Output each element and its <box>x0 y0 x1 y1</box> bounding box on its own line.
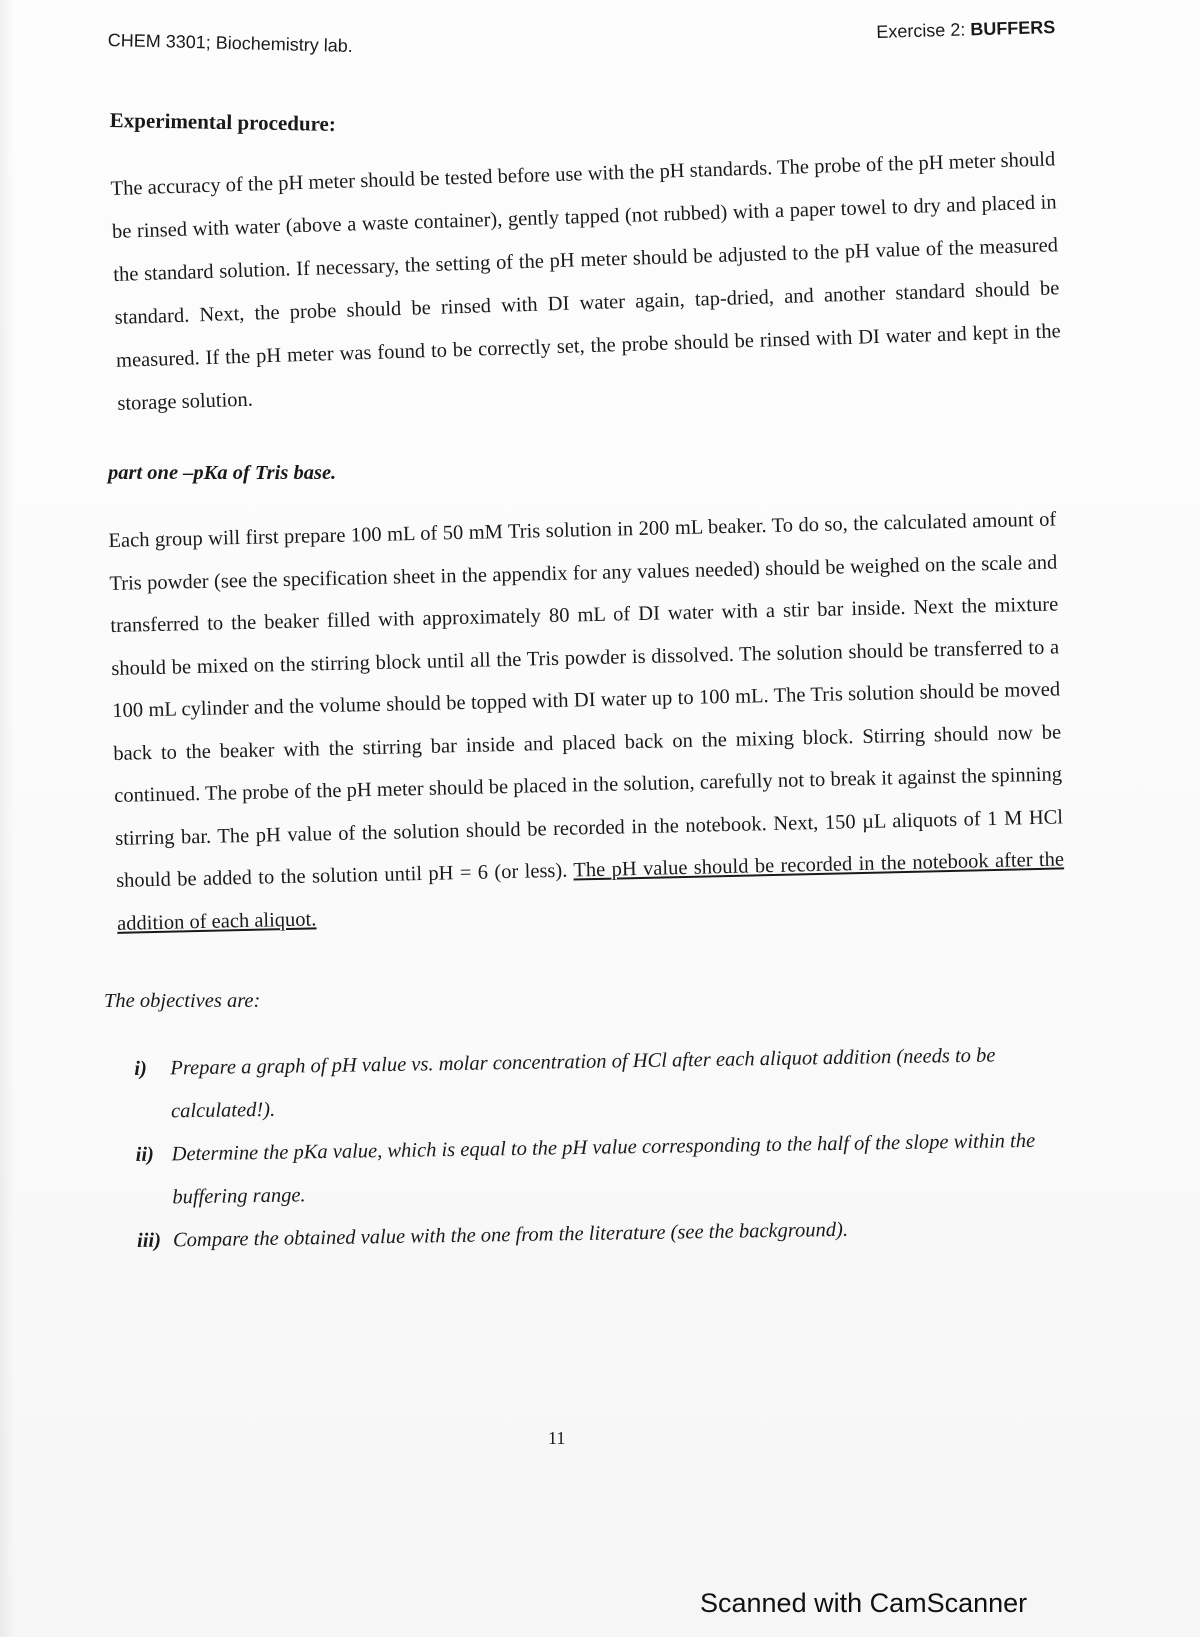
objective-item <box>134 1034 1055 1134</box>
objective-item <box>135 1120 1056 1220</box>
objective-text: Determine the pKa value, which is equal to the pH value corresponding to the half of the slope within the buffering range. <box>171 1129 1036 1209</box>
part-one-underlined-instruction: The pH value should be recorded in the notebook after the addition of each aliquot. <box>116 848 1065 935</box>
part-one-paragraph <box>108 498 1065 944</box>
objective-number: iii) <box>136 1229 162 1252</box>
objective-text: Compare the obtained value with the one from the literature (see the background). <box>172 1218 849 1252</box>
objectives-title: The objectives are: <box>104 990 261 1012</box>
objectives-list <box>134 1034 1057 1263</box>
part-one-body: Each group will first prepare 100 mL of 50 mM Tris solution in 200 mL beaker. To do so, the calculated amount of Tris powder (see the specification sheet in the appendix for any values needed) should be weighed on the scale and transferred to the beaker filled with approximately 80 mL of DI water with a stir bar inside. Next the mixture should be mixed on the stirring block until all the Tris powder is dissolved. The solution should be transferred to a 100 mL cylinder and the volume should be topped with DI water up to 100 mL. The Tris solution should be moved back to the beaker with the stirring bar inside and placed back on the mixing block. Stirring should now be continued. The probe of the pH meter should be placed in the solution, carefully not to break it against the spinning stirring bar. The pH value of the solution should be recorded in the notebook. Next, 150 µL aliquots of 1 M HCl should be added to the solution until pH = 6 (or less). <box>108 508 1064 892</box>
scanner-watermark: Scanned with CamScanner <box>700 1588 1028 1618</box>
part-one-heading: part one –pKa of Tris base. <box>108 462 337 484</box>
course-header: CHEM 3301; Biochemistry lab. <box>107 30 354 56</box>
exercise-header <box>876 17 1056 43</box>
exercise-label: Exercise 2: <box>876 19 971 42</box>
page-number: 11 <box>548 1428 566 1448</box>
exercise-title: BUFFERS <box>970 17 1056 40</box>
page-edge-shadow <box>0 0 14 1637</box>
objective-text: Prepare a graph of pH value vs. molar concentration of HCl after each aliquot addition (needs to be calculated!). <box>170 1044 996 1123</box>
section-heading-procedure: Experimental procedure: <box>109 108 337 136</box>
objective-number: i) <box>134 1057 148 1080</box>
objective-number: ii) <box>135 1143 155 1166</box>
procedure-intro-paragraph: The accuracy of the pH meter should be tested before use with the pH standards. The probe of the pH meter should be rinsed with water (above a waste container), gently tapped (not rubbed) with a paper towel to dry and placed in the standard solution. If necessary, the setting of the pH meter should be adjusted to the pH value of the measured standard. Next, the probe should be rinsed with DI water again, tap-dried, and another standard should be measured. If the pH meter was found to be correctly set, the probe should be rinsed with DI water and kept in the storage solution. <box>110 148 1061 415</box>
